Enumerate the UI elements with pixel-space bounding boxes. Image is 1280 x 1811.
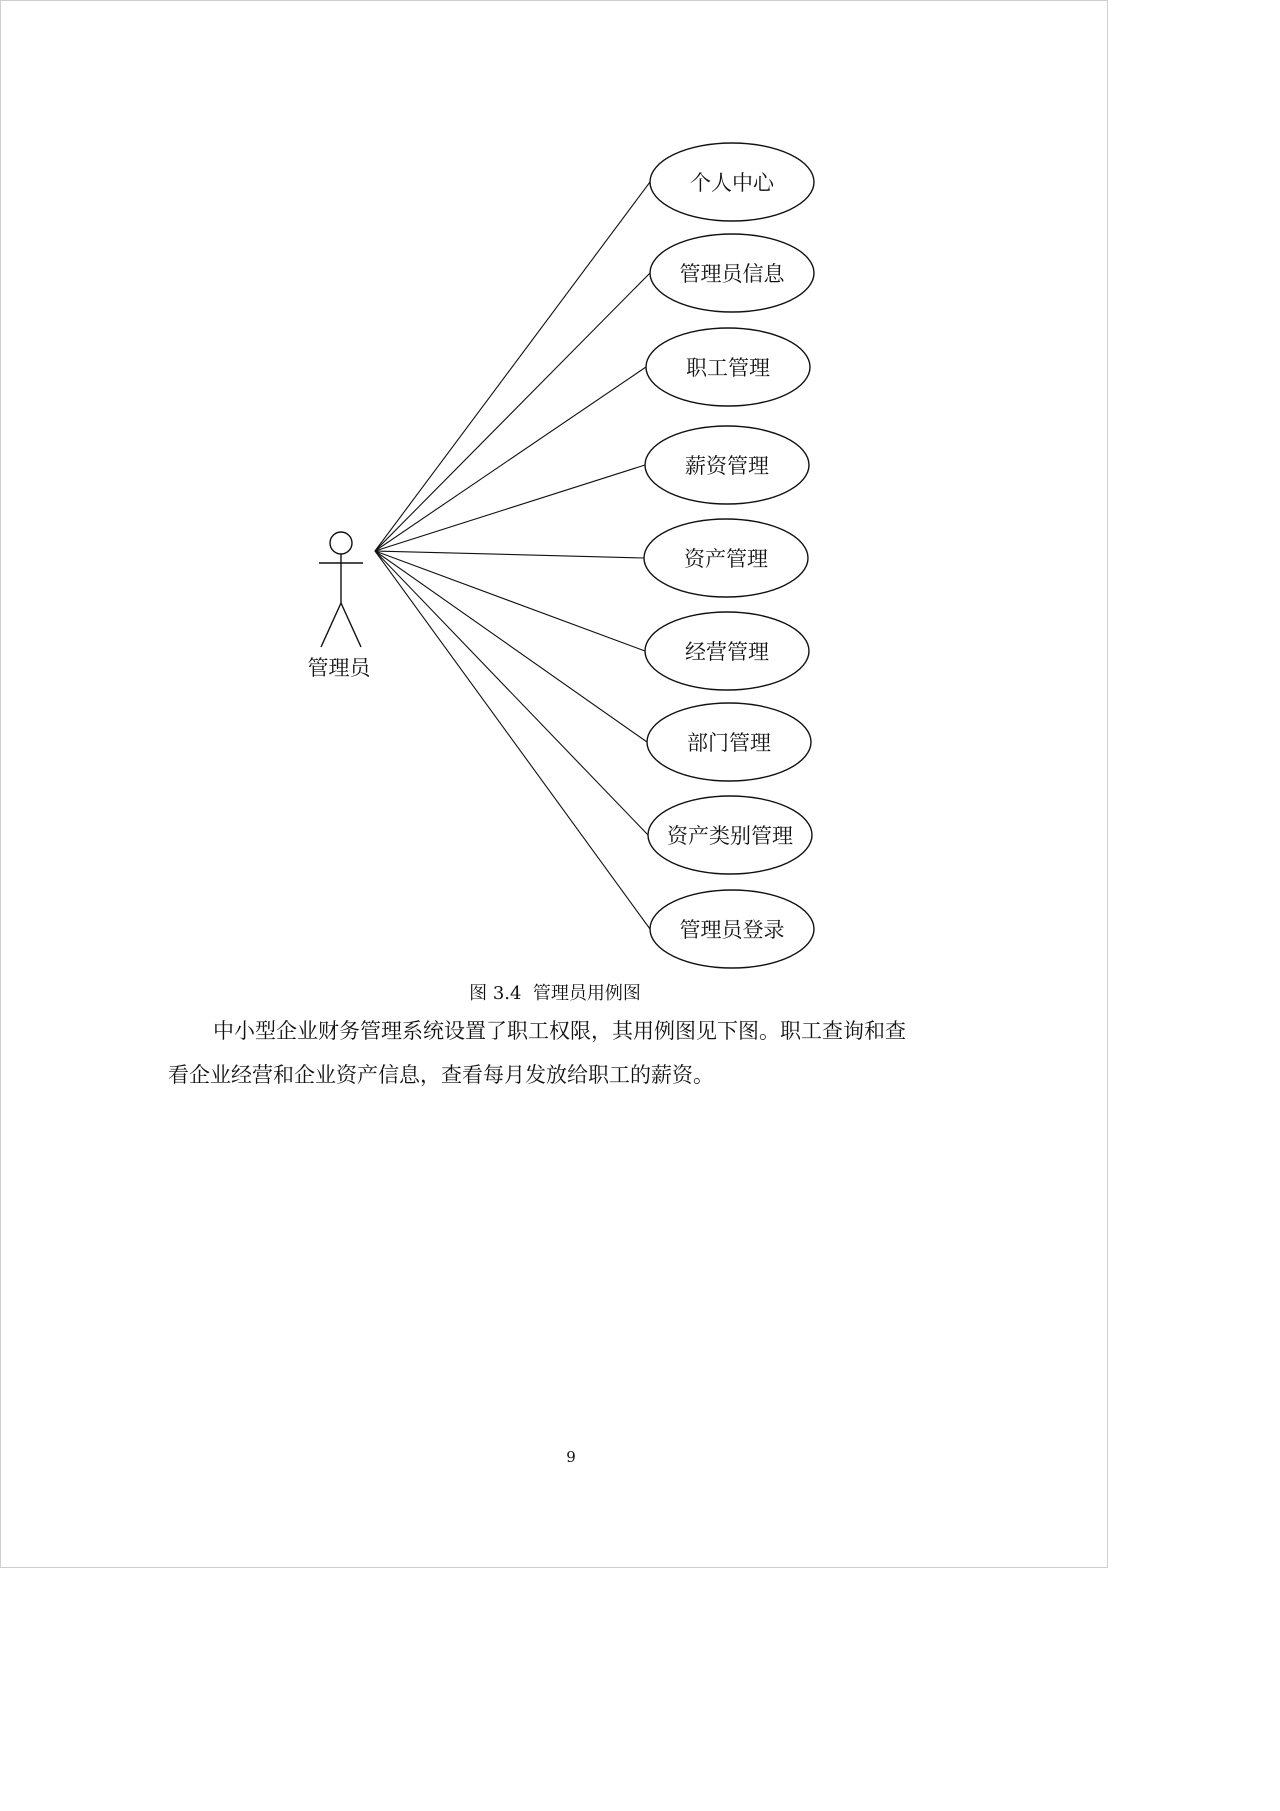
association-line bbox=[375, 551, 644, 558]
use-case-label: 经营管理 bbox=[685, 640, 769, 664]
association-line bbox=[375, 551, 650, 929]
stick-figure-actor-icon bbox=[319, 532, 363, 647]
paragraph-line-1: 中小型企业财务管理系统设置了职工权限，其用例图见下图。职工查询和查 bbox=[213, 1019, 906, 1043]
use-case-label: 部门管理 bbox=[687, 731, 771, 755]
admin-use-case-diagram bbox=[1, 1, 1109, 976]
use-case-label: 资产类别管理 bbox=[667, 824, 793, 848]
paragraph-line-2: 看企业经营和企业资产信息，查看每月发放给职工的薪资。 bbox=[168, 1063, 714, 1087]
association-line bbox=[375, 182, 650, 551]
use-case-label: 个人中心 bbox=[690, 171, 774, 195]
use-case-label: 资产管理 bbox=[684, 547, 768, 571]
use-case-group bbox=[644, 143, 814, 968]
use-case-label: 职工管理 bbox=[686, 356, 770, 380]
association-lines bbox=[375, 182, 650, 929]
association-line bbox=[375, 551, 648, 835]
figure-caption: 图 3.4 管理员用例图 bbox=[469, 983, 641, 1004]
association-line bbox=[375, 367, 646, 551]
page-number: 9 bbox=[566, 1448, 576, 1466]
association-line bbox=[375, 551, 645, 651]
use-case-label: 管理员信息 bbox=[679, 262, 785, 286]
use-case-label: 管理员登录 bbox=[679, 918, 785, 942]
association-line bbox=[375, 465, 645, 551]
actor-label: 管理员 bbox=[307, 656, 371, 680]
association-line bbox=[375, 273, 650, 551]
association-line bbox=[375, 551, 647, 742]
use-case-label: 薪资管理 bbox=[685, 454, 769, 478]
